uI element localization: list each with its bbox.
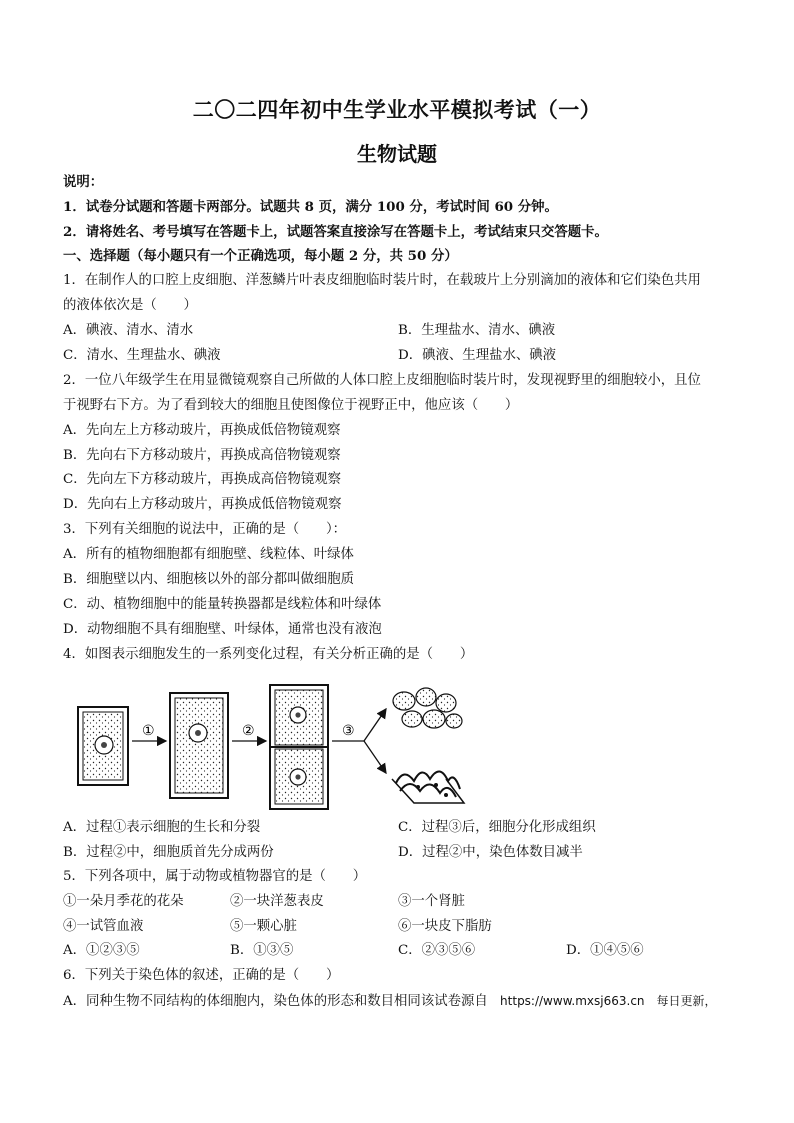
option-d: D．过程②中，染色体数目减半 xyxy=(398,845,583,860)
list-item: ⑥一块皮下脂肪 xyxy=(398,919,492,934)
cell-2 xyxy=(170,693,228,798)
option-c: C．过程③后，细胞分化形成组织 xyxy=(398,820,596,835)
option-a: A．过程①表示细胞的生长和分裂 xyxy=(63,820,261,835)
option-c: C．清水、生理盐水、碘液 xyxy=(63,348,221,363)
option-b: B．生理盐水、清水、碘液 xyxy=(398,323,556,338)
cell-process-figure xyxy=(74,683,474,813)
subject-title: 生物试题 xyxy=(357,142,437,166)
option-d: D．先向右上方移动玻片，再换成低倍物镜观察 xyxy=(63,497,342,512)
option-b: B．先向右下方移动玻片，再换成高倍物镜观察 xyxy=(63,448,341,463)
list-item: ④一试管血液 xyxy=(63,919,144,934)
option-b: B．①③⑤ xyxy=(230,943,294,958)
list-item: ①一朵月季花的花朵 xyxy=(63,894,184,909)
option-a: A．①②③⑤ xyxy=(63,943,140,958)
list-item: ⑤一颗心脏 xyxy=(230,919,297,934)
list-item: ②一块洋葱表皮 xyxy=(230,894,324,909)
process-label-2: ② xyxy=(242,723,255,739)
source-note: https://www.mxsj663.cn 每日更新， xyxy=(500,994,717,1008)
process-label-1: ① xyxy=(142,723,155,739)
list-item: ③一个肾脏 xyxy=(398,894,465,909)
option-c: C．②③⑤⑥ xyxy=(398,943,476,958)
option-c: C．先向左下方移动玻片，再换成高倍物镜观察 xyxy=(63,472,342,487)
option-d: D．碘液、生理盐水、碘液 xyxy=(398,348,557,363)
question-stem: 1．在制作人的口腔上皮细胞、洋葱鳞片叶表皮细胞临时装片时，在载玻片上分别滴加的液体和它们染色共用 xyxy=(63,273,701,288)
process-label-3: ③ xyxy=(342,723,355,739)
option-a: A．所有的植物细胞都有细胞壁、线粒体、叶绿体 xyxy=(63,547,354,562)
cell-1 xyxy=(78,707,128,785)
tissue-a xyxy=(393,688,462,728)
question-stem: 于视野右下方。为了看到较大的细胞且使图像位于视野正中，他应该（ ） xyxy=(63,398,519,413)
instruction-item: 2．请将姓名、考号填写在答题卡上，试题答案直接涂写在答题卡上，考试结束只交答题卡。 xyxy=(63,224,608,240)
option-c: C．动、植物细胞中的能量转换器都是线粒体和叶绿体 xyxy=(63,597,382,612)
option-a xyxy=(63,991,717,1012)
section-heading: 一、选择题（每小题只有一个正确选项，每小题 2 分，共 50 分） xyxy=(63,248,458,264)
question-stem: 的液体依次是（ ） xyxy=(63,298,197,313)
dividing-cells xyxy=(270,685,328,809)
question-stem: 4．如图表示细胞发生的一系列变化过程，有关分析正确的是（ ） xyxy=(63,647,474,662)
option-a-text: A．同种生物不同结构的体细胞内，染色体的形态和数目相同该试卷源自 xyxy=(63,994,488,1009)
tissue-b xyxy=(392,771,464,803)
option-d: D．①④⑤⑥ xyxy=(566,943,644,958)
instructions-heading: 说明： xyxy=(63,174,104,190)
option-a: A．碘液、清水、清水 xyxy=(63,323,194,338)
option-b: B．细胞壁以内、细胞核以外的部分都叫做细胞质 xyxy=(63,572,355,587)
exam-title: 二〇二四年初中生学业水平模拟考试（一） xyxy=(192,97,602,122)
question-stem: 2．一位八年级学生在用显微镜观察自己所做的人体口腔上皮细胞临时装片时，发现视野里的细胞较小，且位 xyxy=(63,373,701,388)
question-stem: 5．下列各项中，属于动物或植物器官的是（ ） xyxy=(63,869,367,884)
option-d: D．动物细胞不具有细胞壁、叶绿体，通常也没有液泡 xyxy=(63,622,382,637)
question-stem: 6．下列关于染色体的叙述，正确的是（ ） xyxy=(63,968,340,983)
option-a: A．先向左上方移动玻片，再换成低倍物镜观察 xyxy=(63,423,341,438)
instruction-item: 1．试卷分试题和答题卡两部分。试题共 8 页，满分 100 分，考试时间 60 分钟。 xyxy=(63,199,558,215)
question-stem: 3．下列有关细胞的说法中，正确的是（ ）： xyxy=(63,522,347,537)
option-b: B．过程②中，细胞质首先分成两份 xyxy=(63,845,274,860)
